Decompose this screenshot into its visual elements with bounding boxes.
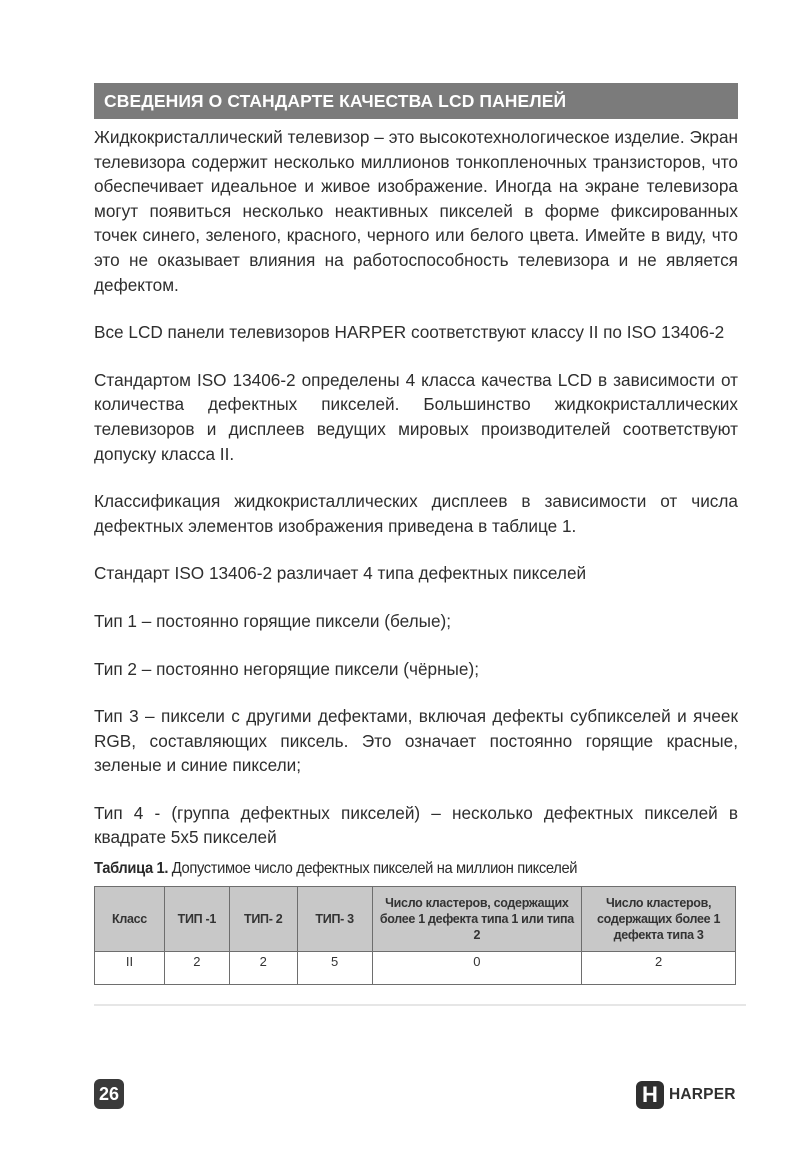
brand-name: HARPER xyxy=(669,1086,736,1103)
cell-class: II xyxy=(95,952,165,985)
paragraph-standard: Стандартом ISO 13406-2 определены 4 класса качества LCD в зависимости от количества дефектных пикселей. Большинство жидкокристаллических телевизоров и дисплеев ведущих мировых производителей соответствуют допуску класса II. xyxy=(94,369,738,464)
table-caption-text: Допустимое число дефектных пикселей на миллион пикселей xyxy=(171,860,578,877)
paragraph-classification: Классификация жидкокристаллических дисплеев в зависимости от числа дефектных элементов изображения приведена в таблице 1. xyxy=(94,491,738,536)
header-class: Класс xyxy=(95,887,165,952)
header-clusters-type-3: Число кластеров, содержащих более 1 дефекта типа 3 xyxy=(582,887,736,952)
cell-clusters-type-3: 2 xyxy=(582,952,736,985)
section-title: СВЕДЕНИЯ О СТАНДАРТЕ КАЧЕСТВА LCD ПАНЕЛЕЙ xyxy=(94,83,738,119)
paragraph-type-4: Тип 4 - (группа дефектных пикселей) – несколько дефектных пикселей в квадрате 5x5 пикселей xyxy=(94,802,738,848)
table-caption xyxy=(94,860,686,878)
paragraph-type-2: Тип 2 – постоянно негорящие пиксели (чёрные); xyxy=(94,658,479,679)
paragraph-defect-types: Стандарт ISO 13406-2 различает 4 типа дефектных пикселей xyxy=(94,563,587,584)
harper-logo-icon: H xyxy=(636,1081,664,1109)
cell-type-2: 2 xyxy=(229,952,297,985)
cell-clusters-type-1-2: 0 xyxy=(372,952,582,985)
cell-type-3: 5 xyxy=(297,952,372,985)
defect-table xyxy=(94,886,736,985)
body-text xyxy=(94,125,738,850)
table-header-row xyxy=(95,887,736,952)
paragraph-intro: Жидкокристаллический телевизор – это высокотехнологическое изделие. Экран телевизора содержит несколько миллионов тонкопленочных транзисторов, что обеспечивает идеальное и живое изображение. Иногда на экране телевизора могут появиться несколько неактивных пикселей в форме фиксированных точек синего, зеленого, красного, черного или белого цвета. Имейте в виду, что это не оказывает влияния на работоспособность телевизора и не является дефектом. xyxy=(94,127,738,295)
harper-logo xyxy=(636,1080,736,1110)
cell-type-1: 2 xyxy=(164,952,229,985)
header-type-1: ТИП -1 xyxy=(164,887,229,952)
page-number: 26 xyxy=(94,1079,124,1109)
table-row xyxy=(95,952,736,985)
header-clusters-type-1-2: Число кластеров, содержащих более 1 дефекта типа 1 или типа 2 xyxy=(372,887,582,952)
table-caption-label: Таблица 1. xyxy=(94,860,169,877)
paragraph-harper-class: Все LCD панели телевизоров HARPER соответствуют классу II по ISO 13406-2 xyxy=(94,322,725,343)
footer-divider xyxy=(94,1004,746,1006)
header-type-2: ТИП- 2 xyxy=(229,887,297,952)
header-type-3: ТИП- 3 xyxy=(297,887,372,952)
paragraph-type-1: Тип 1 – постоянно горящие пиксели (белые); xyxy=(94,610,452,631)
paragraph-type-3: Тип 3 – пиксели с другими дефектами, включая дефекты субпикселей и ячеек RGB, составляющих пиксель. Это означает постоянно горящие красные, зеленые и синие пиксели; xyxy=(94,706,738,776)
